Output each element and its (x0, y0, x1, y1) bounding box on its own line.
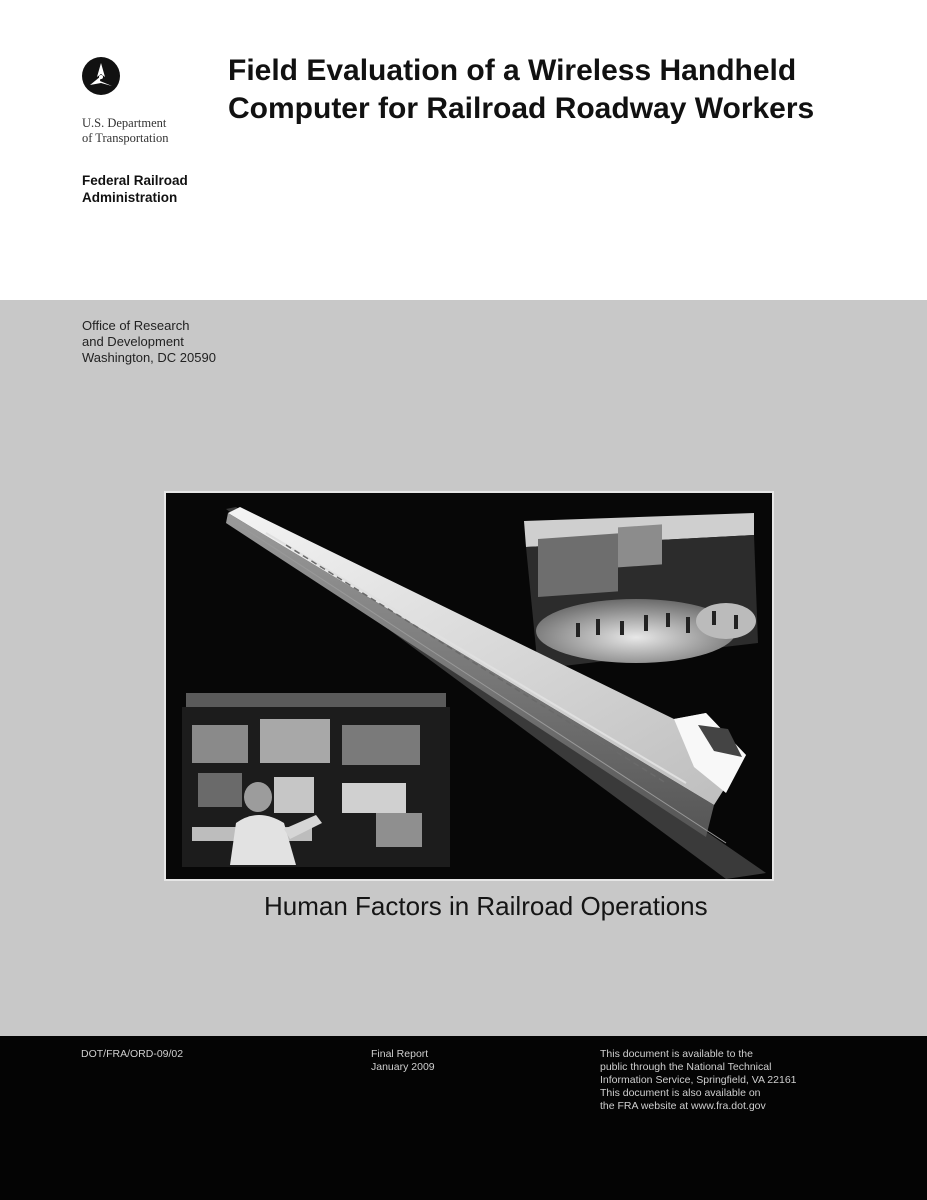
report-type-line: Final Report (371, 1048, 429, 1060)
cover-footer (0, 1036, 927, 1200)
administration-name (82, 172, 188, 206)
cover-photo (164, 491, 774, 881)
office-line: and Development (82, 334, 184, 349)
department-line: U.S. Department (82, 116, 167, 130)
dot-triskelion-icon (81, 56, 121, 96)
office-line: Office of Research (82, 318, 190, 333)
title-line: Field Evaluation of a Wireless Handheld (228, 54, 797, 87)
dispatcher-workstation-image (182, 693, 450, 867)
cover-photo-collage (166, 493, 772, 879)
title-line: Computer for Railroad Roadway Workers (228, 92, 815, 125)
department-name (82, 116, 168, 146)
availability-notice (600, 1048, 797, 1113)
administration-line: Federal Railroad (82, 173, 188, 188)
report-number: DOT/FRA/ORD-09/02 (81, 1048, 184, 1060)
availability-line: Information Service, Springfield, VA 22161 (600, 1074, 797, 1086)
availability-line: This document is also available on (600, 1087, 761, 1099)
availability-line: This document is available to the (600, 1048, 753, 1060)
cover-band (0, 300, 927, 1036)
office-address (82, 318, 216, 366)
office-line: Washington, DC 20590 (82, 350, 216, 365)
department-line: of Transportation (82, 131, 169, 145)
administration-line: Administration (82, 190, 178, 205)
availability-line: the FRA website at www.fra.dot.gov (600, 1100, 766, 1112)
report-type (371, 1048, 435, 1074)
report-date-line: January 2009 (371, 1061, 435, 1073)
series-caption: Human Factors in Railroad Operations (264, 891, 708, 921)
report-title (228, 52, 908, 128)
availability-line: public through the National Technical (600, 1061, 772, 1073)
control-room-image (524, 513, 758, 669)
cover-header (0, 0, 927, 300)
